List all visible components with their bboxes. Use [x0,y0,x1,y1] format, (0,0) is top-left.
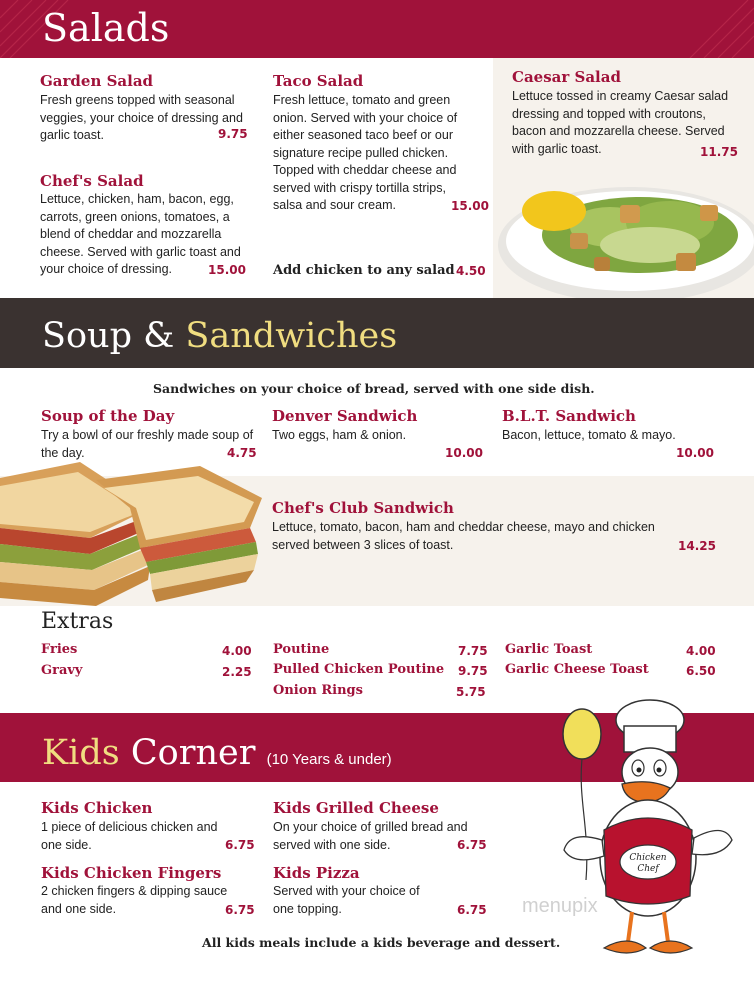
chefs-salad-desc: Lettuce, chicken, ham, bacon, egg, carrots, green onions, tomatoes, a blend of cheddar and mozzarella cheese. Served with garlic toast and your choice of dressing. [40,192,241,276]
chefs-salad-title: Chef's Salad [40,172,144,190]
kids-chicken-fingers-desc: 2 chicken fingers & dipping sauce and one side. [41,884,228,916]
watermark: menupix [522,895,598,917]
extra-onion-rings: Onion Rings [273,683,363,698]
garden-salad-title: Garden Salad [40,72,154,90]
soup-heading-part2: Sandwiches [185,316,398,356]
blt-sandwich-price: 10.00 [676,446,714,460]
garden-salad-desc: Fresh greens topped with seasonal veggies, your choice of dressing and garlic toast. [40,93,243,142]
extra-gravy: Gravy [41,663,83,678]
garden-salad-price: 9.75 [218,127,248,141]
sandwich-subtitle: Sandwiches on your choice of bread, served with one side dish. [153,381,595,396]
extra-garlic-toast: Garlic Toast [505,642,593,657]
soup-of-day-desc: Try a bowl of our freshly made soup of the day. [41,428,254,460]
extras-heading: Extras [41,609,114,634]
taco-salad-title: Taco Salad [273,72,364,90]
kids-chicken-desc: 1 piece of delicious chicken and one side. [41,820,218,852]
kids-pizza-price: 6.75 [457,903,487,917]
kids-footer-note: All kids meals include a kids beverage and dessert. [202,935,561,950]
soup-sandwiches-banner [0,298,754,368]
kids-chicken-price: 6.75 [225,838,255,852]
kids-pizza-title: Kids Pizza [273,864,360,882]
caesar-salad-title: Caesar Salad [512,68,621,86]
extra-pulled-chicken-poutine-price: 9.75 [458,664,488,678]
soup-of-day-price: 4.75 [227,446,257,460]
kids-heading-part2: Corner [130,733,256,773]
extra-pulled-chicken-poutine: Pulled Chicken Poutine [273,662,445,677]
club-sandwich-price: 14.25 [678,539,716,553]
kids-pizza-desc: Served with your choice of one topping. [273,884,420,916]
kids-corner-heading [42,733,392,773]
salads-banner [0,0,754,58]
club-sandwich-desc: Lettuce, tomato, bacon, ham and cheddar cheese, mayo and chicken served between 3 slices of toast. [272,520,655,552]
club-sandwich-title: Chef's Club Sandwich [272,499,454,517]
denver-sandwich-desc: Two eggs, ham & onion. [272,428,407,442]
blt-sandwich-desc: Bacon, lettuce, tomato & mayo. [502,428,676,442]
extra-fries-price: 4.00 [222,644,252,658]
extra-gravy-price: 2.25 [222,665,252,679]
denver-sandwich-title: Denver Sandwich [272,407,418,425]
kids-grilled-cheese-title: Kids Grilled Cheese [273,799,439,817]
soup-heading-part1: Soup & [42,316,175,356]
salads-heading: Salads [42,6,170,50]
extra-poutine: Poutine [273,642,330,657]
extra-garlic-cheese-toast: Garlic Cheese Toast [505,662,649,677]
kids-chicken-title: Kids Chicken [41,799,153,817]
taco-salad-desc: Fresh lettuce, tomato and green onion. Served with your choice of either seasoned taco beef or our signature recipe pulled chicken. Topped with cheddar cheese and served with crispy tortilla strips, salsa and sour cream. [273,93,458,212]
kids-heading-part1: Kids [42,733,120,773]
soup-of-day-title: Soup of the Day [41,407,175,425]
kids-grilled-cheese-price: 6.75 [457,838,487,852]
extra-garlic-toast-price: 4.00 [686,644,716,658]
extra-garlic-cheese-toast-price: 6.50 [686,664,716,678]
add-chicken-label: Add chicken to any salad [273,263,455,278]
caesar-salad-price: 11.75 [700,145,738,159]
blt-sandwich-title: B.L.T. Sandwich [502,407,636,425]
chicken-chef-mascot-icon [550,690,740,990]
kids-chicken-fingers-price: 6.75 [225,903,255,917]
kids-grilled-cheese-desc: On your choice of grilled bread and served with one side. [273,820,468,852]
caesar-salad-image [490,165,754,305]
kids-chicken-fingers-title: Kids Chicken Fingers [41,864,222,882]
sandwich-image [0,458,270,608]
soup-sandwiches-heading [42,316,397,356]
taco-salad-price: 15.00 [451,199,489,213]
caesar-salad-desc: Lettuce tossed in creamy Caesar salad dressing and topped with croutons, bacon and mozzarella cheese. Served with garlic toast. [512,89,729,156]
denver-sandwich-price: 10.00 [445,446,483,460]
chefs-salad-price: 15.00 [208,263,246,277]
mascot-label-line2: Chef [637,864,659,874]
add-chicken-price: 4.50 [456,264,486,278]
extra-onion-rings-price: 5.75 [456,685,486,699]
extra-poutine-price: 7.75 [458,644,488,658]
kids-age-note: (10 Years & under) [266,751,392,768]
mascot-label-line1: Chicken [629,853,667,863]
extra-fries: Fries [41,642,78,657]
